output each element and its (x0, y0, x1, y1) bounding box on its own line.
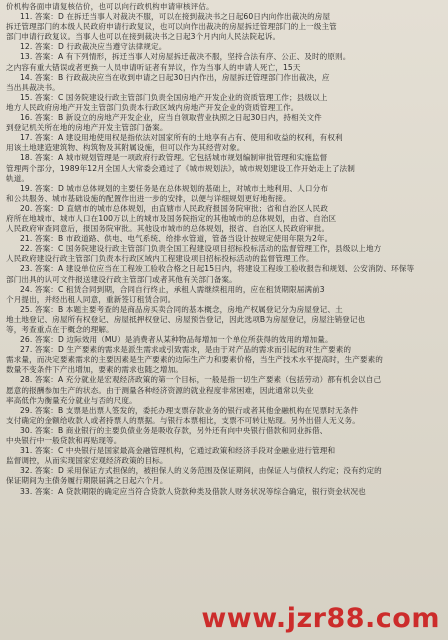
watermark-text: www.jzr88.com (201, 602, 440, 634)
text-line: 22. 答案：C 国务院建设行政主管部门负责全国工程建设项目招标投标活动的监督管理工作，县级以上地方 (20, 244, 382, 254)
text-line: 愿意的报酬参加生产的状态。由于测量各种经济资源的就业程度非常困难，因此通常以失业 (6, 385, 314, 395)
text-line: 地土地登记、房屋所有权登记、房屋抵押权登记、房屋预告登记，因此选项B为房屋登记，房屋注销登记也 (6, 314, 366, 324)
text-line: 27. 答案：D 生产要素的需求是派生需求或引致需求，是由于对产品的需求而引起的对生产要素的 (20, 345, 352, 355)
text-line: 之内容有重大错误或者更换一人员申请听证者有异议，作为当事人的申请人死亡，15天 (6, 62, 301, 72)
text-line: 需求量，而决定要素需求的主要因素是生产要素的边际生产力和要素价格，当生产技术水平提高时，生产要素的 (6, 355, 383, 365)
text-line: 到登记机关所在地的房地产开发主管部门备案。 (6, 123, 168, 133)
text-line: 府所在地城市、城市人口在100万以上的城市及国务院指定的其他城市的总体规划，由省、自治区 (6, 213, 337, 223)
site-watermark (150, 598, 440, 638)
text-line: 18. 答案：A 城市规划管理是一项政府行政管理。它包括城市规划编制审批管理和实施监督 (20, 153, 328, 163)
text-line: 25. 答案：B 本题主要考查的是商品房买卖合同的基本概念，房地产权属登记分为房屋登记、土 (20, 304, 343, 314)
document-body (6, 2, 442, 497)
text-line: 23. 答案：A 建设单位应当在工程竣工验收合格之日起15日内，将建设工程竣工验收报告和规划、公安消防、环保等 (20, 264, 415, 274)
text-line: 监督调控，从而实现国家宏观经济政策的目标。 (6, 456, 168, 466)
text-line: 人民政府审查同意后，报国务院审批。其他设市城市的总体规划，报省、自治区人民政府审批。 (6, 224, 330, 234)
text-line: 20. 答案：D 直辖市的城市总体规划，由直辖市人民政府报国务院审批；省和自治区人民政 (20, 203, 329, 213)
text-line: 数量不变条件下产出增加，要素的需求也随之增加。 (6, 365, 183, 375)
text-line: 21. 答案：B 市政道路、供电、电气系统、给排水管道，管备当设计按规定使用年限为2年。 (20, 234, 333, 244)
text-line: 31. 答案：C 中央银行是国家最高金融管理机构，它通过政策和经济手段对金融业进行管理和 (20, 446, 336, 456)
text-line: 个月提出，并经出租人同意，重新签订租赁合同。 (6, 294, 176, 304)
text-line: 拆迁管理部门的本级人民政府申请行政复议，也可以向作出裁决的房屋拆迁管理部门的上一级主管 (6, 22, 337, 32)
text-line: 19. 答案：D 城市总体规划的主要任务是在总体规划的基础上，对城市土地利用、人口分布 (20, 183, 329, 193)
text-line: 30. 答案：B 商业银行的主要负债业务是吸收存款，另外还有向中央银行借款和同业拆借、 (20, 425, 328, 435)
text-line: 26. 答案：D 边际效用（MU）是消费者从某种物品每增加一个单位所获得的效用的增加量。 (20, 335, 333, 345)
text-line: 用该土地建造建筑物、构筑物及其附属设施，但可以作为其经营对象。 (6, 143, 245, 153)
text-line: 保证期间为主债务履行期限届满之日起六个月。 (6, 476, 168, 486)
text-line: 管理两个部分，1989年12月全国人大常委会通过了《城市规划法》，城市规划建设工作开始走上了法制 (6, 163, 355, 173)
text-line: 33. 答案：A 贷款期限的确定应当符合贷款人贷款种类及借款人财务状况等综合确定，银行资金状况也 (20, 486, 366, 496)
text-line: 29. 答案：B 支票是出票人签发的，委托办理支票存款业务的银行或者其他金融机构在见票时无条件 (20, 405, 359, 415)
text-line: 14. 答案：B 行政裁决应当在收到申请之日起30日内作出，房屋拆迁管理部门作出裁决，应 (20, 72, 330, 82)
text-line: 部门申请行政复议。当事人也可以在接到裁决书之日起3个月内向人民法院起诉。 (6, 32, 281, 42)
text-line: 24. 答案：C 租赁合同到期，合同自行终止，承租人需继续租用的，应在租赁期限届满前3 (20, 284, 325, 294)
text-line: 11. 答案：D 在拆迁当事人对裁决不服，可以在接到裁决书之日起60日内向作出裁决的房屋 (20, 12, 331, 22)
text-line: 人民政府建设行政主管部门负责本行政区域内工程建设项目招标投标活动的监督管理工作。 (6, 254, 314, 264)
text-line: 中央银行中一般贷款和再贴现等。 (6, 436, 122, 446)
text-line: 32. 答案：D 采用保证方式担保的，被担保人的义务范围及保证期间，由保证人与债权人约定；没有约定的 (20, 466, 382, 476)
text-line: 28. 答案：A 充分就业是宏观经济政策的第一个目标，一般是指一切生产要素（包括劳动）都有机会以自己 (20, 375, 382, 385)
text-line: 率高低作为衡量充分就业与否的尺度。 (6, 395, 137, 405)
text-line: 当出具裁决书。 (6, 82, 60, 92)
text-line: 12. 答案：D 行政裁决应当遵守法律规定。 (20, 42, 167, 52)
text-line: 轨道。 (6, 173, 30, 183)
text-line: 价机构各面申请复核估价，也可以向行政机构申请审核评估。 (6, 2, 214, 11)
text-line: 支付确定的金额给收款人或者持票人的票据。与银行本票相比，支票不可转让贴现。另外出借人无义务。 (6, 415, 360, 425)
text-line: 17. 答案：A 建设用地使用权是指依法对国家所有的土地享有占有、使用和收益的权利，有权利 (20, 133, 343, 143)
text-line: 等，考查重点在于概念的理解。 (6, 325, 114, 334)
text-line: 15. 答案：C 国务院建设行政主管部门负责全国房地产开发企业的资质管理工作；县级以上 (20, 92, 328, 102)
text-line: 地方人民政府房地产开发主管部门负责本行政区域内房地产开发企业的资质管理工作。 (6, 102, 299, 112)
text-line: 部门出具的认可文件报送建设行政主管部门或者其他有关部门备案。 (6, 274, 237, 284)
text-line: 13. 答案：A 有下列情形，拆迁当事人对房屋拆迁裁决不服，坚持合法有序、公正、及时的原则。 (20, 52, 351, 62)
text-line: 和公共服务、城市基础设施的配置作出进一步的安排，以便与详细规划更好地衔接。 (6, 193, 291, 203)
text-line: 16. 答案：B 新设立的房地产开发企业，应当自领取营业执照之日起30日内，持相关文件 (20, 113, 322, 123)
